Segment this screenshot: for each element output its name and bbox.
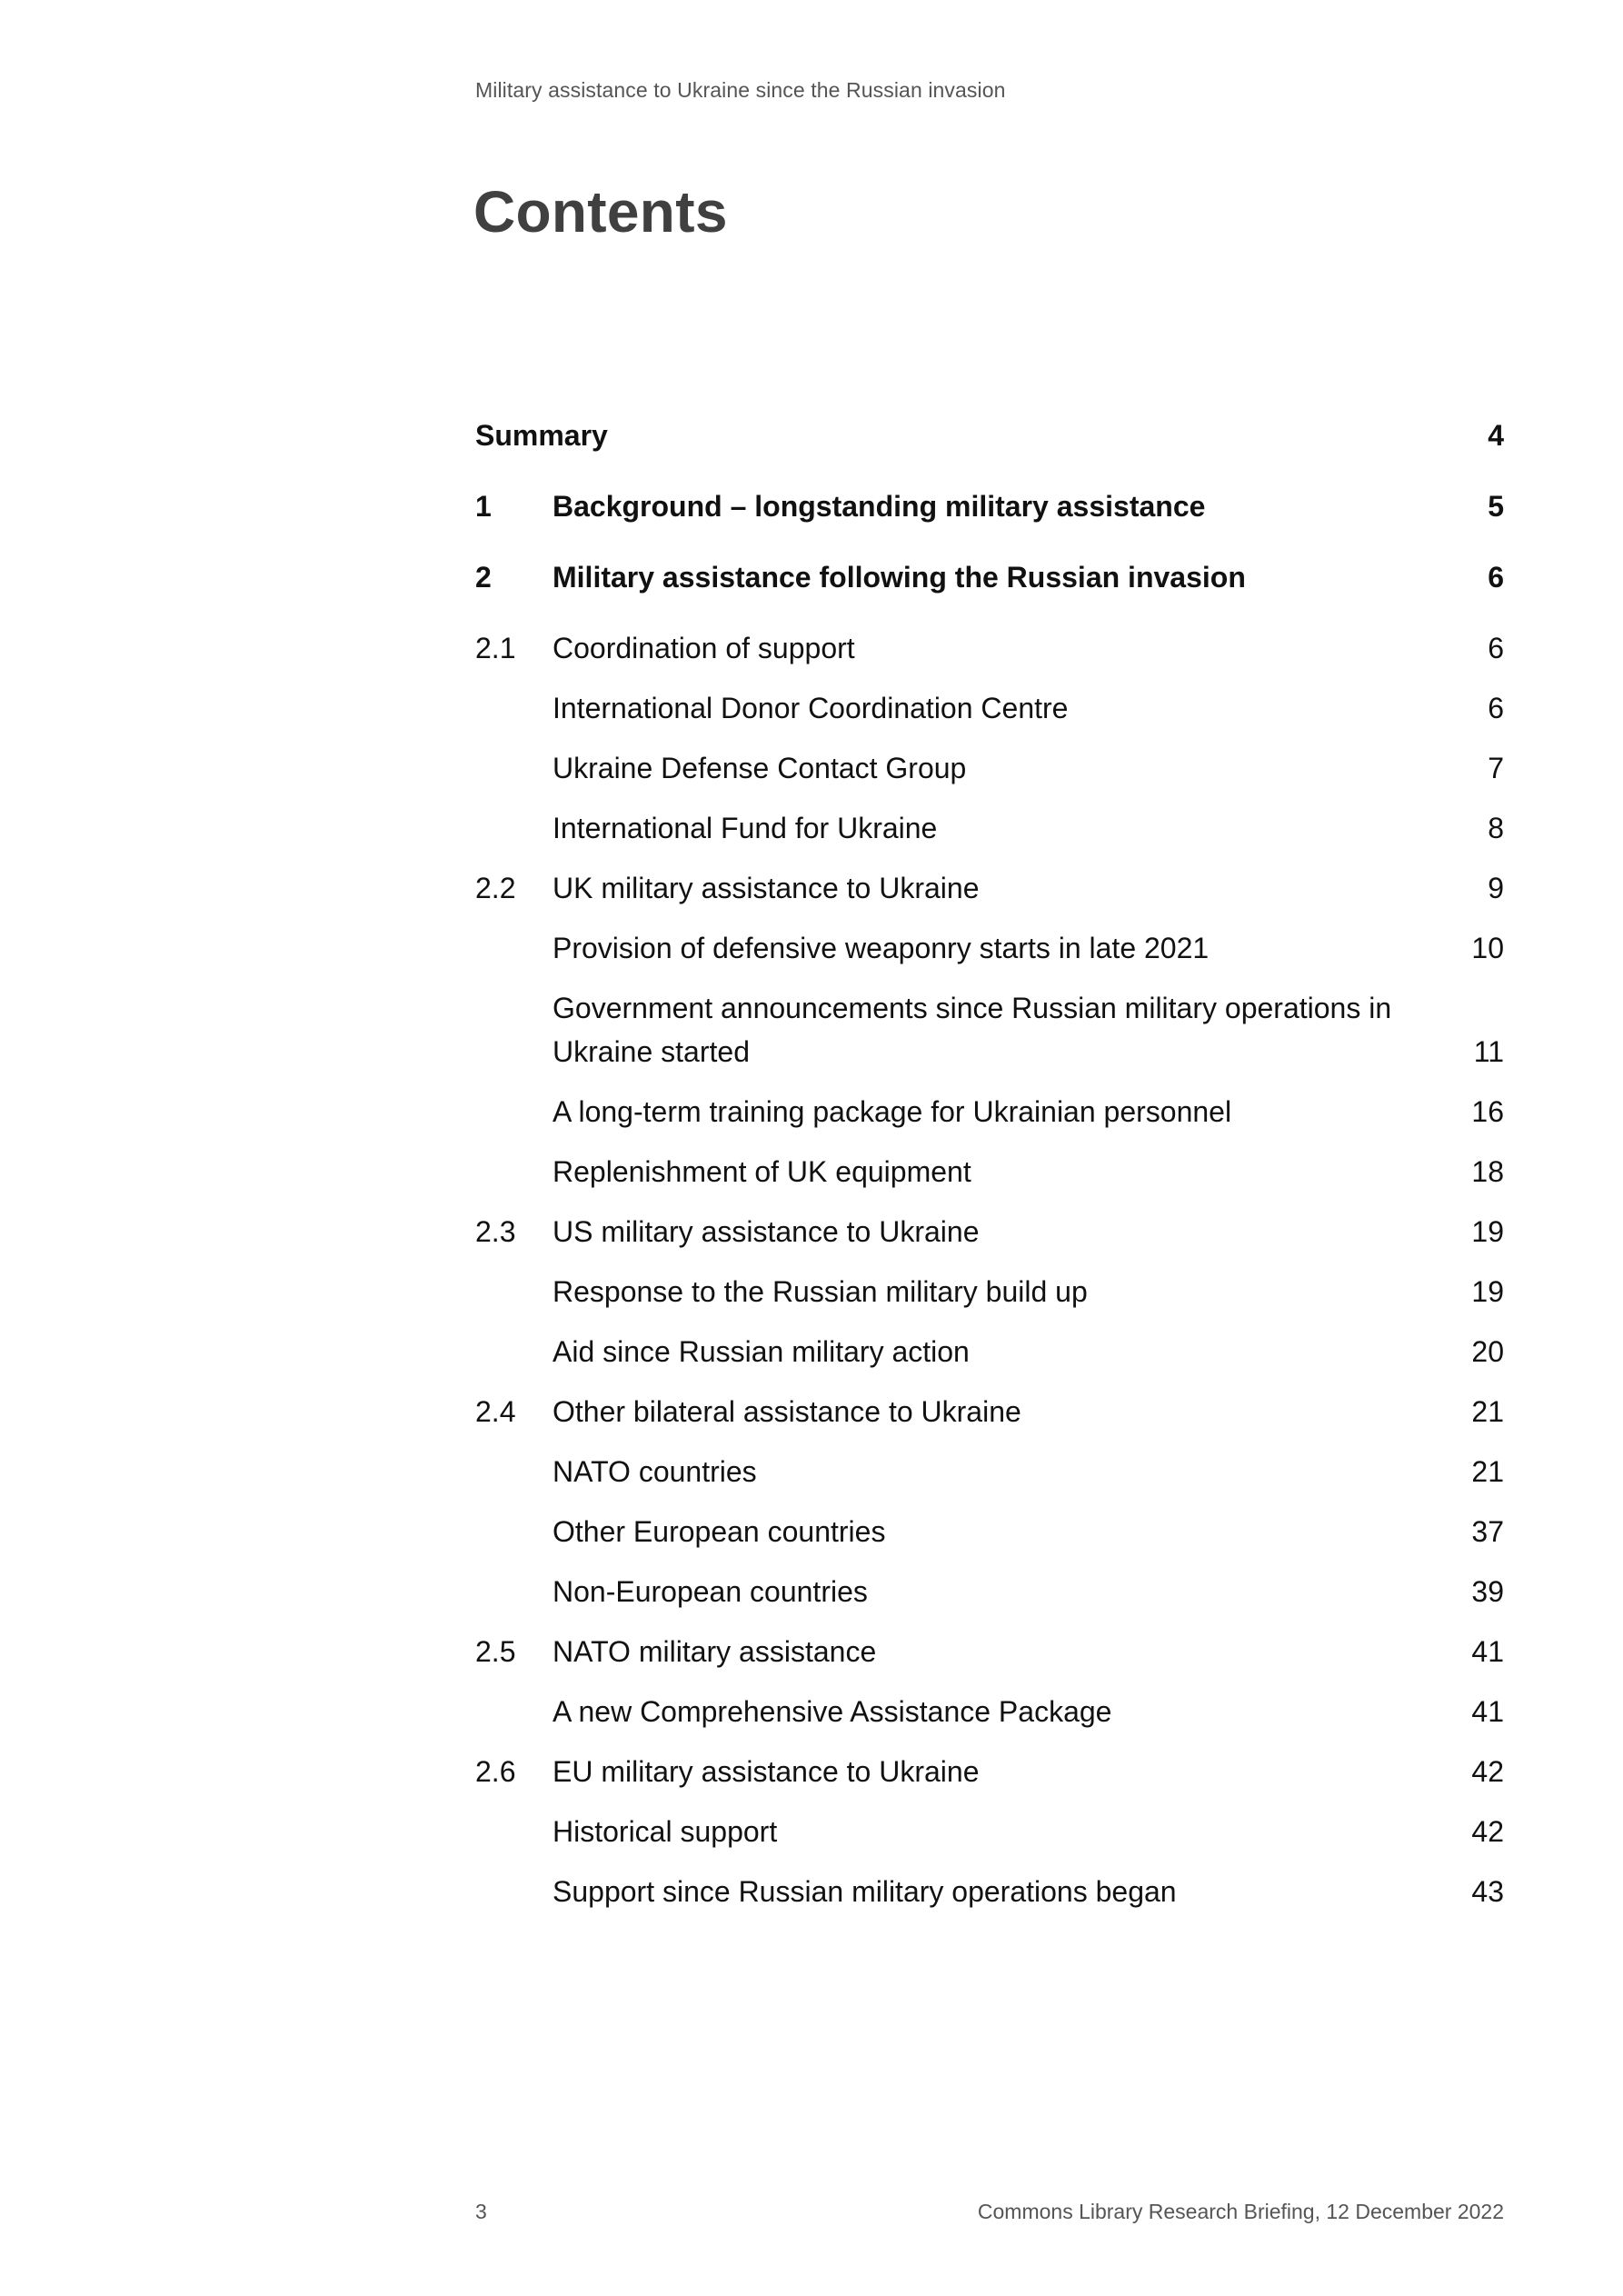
toc-entry-page-number: 6 bbox=[1488, 561, 1504, 594]
toc-entry-title: Coordination of support bbox=[553, 632, 855, 664]
toc-entry-page-number: 20 bbox=[1471, 1335, 1504, 1368]
toc-entry-page-number: 42 bbox=[1471, 1815, 1504, 1848]
toc-entry[interactable] bbox=[475, 484, 1504, 528]
toc-entry-page-number: 42 bbox=[1471, 1755, 1504, 1788]
toc-entry-title: US military assistance to Ukraine bbox=[553, 1215, 980, 1248]
toc-entry-title: Government announcements since Russian military operations in Ukraine started bbox=[553, 992, 1392, 1068]
toc-entry-page-number: 21 bbox=[1471, 1395, 1504, 1428]
toc-entry-page-number: 6 bbox=[1488, 692, 1504, 724]
toc-entry-page-number: 9 bbox=[1488, 872, 1504, 904]
table-of-contents bbox=[475, 414, 1504, 1930]
toc-entry-page-number: 21 bbox=[1471, 1455, 1504, 1488]
toc-entry[interactable] bbox=[475, 1690, 1504, 1733]
toc-entry-page-number: 8 bbox=[1488, 812, 1504, 844]
toc-entry-number: 2.4 bbox=[475, 1395, 516, 1428]
toc-entry-title: Ukraine Defense Contact Group bbox=[553, 752, 967, 784]
toc-entry-title: Replenishment of UK equipment bbox=[553, 1155, 971, 1188]
toc-entry-title: Summary bbox=[475, 419, 608, 452]
toc-entry-page-number: 41 bbox=[1471, 1695, 1504, 1728]
toc-entry-number: 2.5 bbox=[475, 1635, 516, 1668]
toc-entry[interactable] bbox=[475, 626, 1504, 670]
toc-entry[interactable] bbox=[475, 1330, 1504, 1373]
toc-entry-title: International Fund for Ukraine bbox=[553, 812, 938, 844]
toc-entry[interactable] bbox=[475, 926, 1504, 970]
toc-entry-page-number: 41 bbox=[1471, 1635, 1504, 1668]
toc-entry-title: Aid since Russian military action bbox=[553, 1335, 970, 1368]
toc-entry[interactable] bbox=[475, 414, 1504, 457]
toc-entry-page-number: 11 bbox=[1473, 1035, 1504, 1068]
toc-entry-number: 2.6 bbox=[475, 1755, 516, 1788]
toc-entry[interactable] bbox=[475, 1270, 1504, 1313]
toc-entry-title: Background – longstanding military assistance bbox=[553, 490, 1206, 523]
toc-entry-title: Other bilateral assistance to Ukraine bbox=[553, 1395, 1021, 1428]
toc-entry-page-number: 43 bbox=[1471, 1875, 1504, 1908]
toc-entry-title: A long-term training package for Ukrainian personnel bbox=[553, 1095, 1232, 1128]
toc-entry-page-number: 39 bbox=[1471, 1575, 1504, 1608]
toc-entry[interactable] bbox=[475, 1150, 1504, 1193]
toc-entry[interactable] bbox=[475, 746, 1504, 790]
toc-entry-title: Other European countries bbox=[553, 1515, 886, 1548]
toc-entry-page-number: 4 bbox=[1488, 419, 1504, 452]
page-title: Contents bbox=[473, 179, 728, 245]
toc-entry[interactable] bbox=[475, 555, 1504, 599]
toc-entry[interactable] bbox=[475, 1090, 1504, 1133]
toc-entry-page-number: 16 bbox=[1471, 1095, 1504, 1128]
toc-entry-page-number: 5 bbox=[1488, 490, 1504, 523]
toc-entry[interactable] bbox=[475, 1750, 1504, 1793]
toc-entry-title: Response to the Russian military build up bbox=[553, 1275, 1088, 1308]
toc-entry-page-number: 18 bbox=[1471, 1155, 1504, 1188]
toc-entry[interactable] bbox=[475, 866, 1504, 910]
toc-entry-page-number: 7 bbox=[1488, 752, 1504, 784]
footer-page-number: 3 bbox=[475, 2200, 487, 2223]
toc-entry-title: EU military assistance to Ukraine bbox=[553, 1755, 980, 1788]
running-header: Military assistance to Ukraine since the Russian invasion bbox=[475, 78, 1006, 102]
toc-entry[interactable] bbox=[475, 1450, 1504, 1493]
toc-entry-page-number: 10 bbox=[1471, 932, 1504, 964]
toc-entry-title: NATO military assistance bbox=[553, 1635, 877, 1668]
toc-entry-number: 2 bbox=[475, 561, 492, 594]
toc-entry-title: UK military assistance to Ukraine bbox=[553, 872, 980, 904]
toc-entry-title: Non-European countries bbox=[553, 1575, 868, 1608]
toc-entry-number: 2.2 bbox=[475, 872, 516, 904]
toc-entry-number: 2.1 bbox=[475, 632, 516, 664]
toc-entry[interactable] bbox=[475, 1390, 1504, 1433]
toc-entry-page-number: 37 bbox=[1471, 1515, 1504, 1548]
toc-entry[interactable] bbox=[475, 1870, 1504, 1913]
toc-entry[interactable] bbox=[475, 1210, 1504, 1253]
toc-entry[interactable] bbox=[475, 1570, 1504, 1613]
toc-entry-page-number: 19 bbox=[1471, 1275, 1504, 1308]
toc-entry-title: Support since Russian military operations began bbox=[553, 1875, 1177, 1908]
toc-entry[interactable] bbox=[475, 1630, 1504, 1673]
toc-entry-title: Provision of defensive weaponry starts in late 2021 bbox=[553, 932, 1210, 964]
toc-entry-title: Historical support bbox=[553, 1815, 778, 1848]
toc-entry[interactable] bbox=[475, 686, 1504, 730]
toc-entry-title: NATO countries bbox=[553, 1455, 757, 1488]
toc-entry[interactable] bbox=[475, 1810, 1504, 1853]
toc-entry-page-number: 19 bbox=[1471, 1215, 1504, 1248]
toc-entry[interactable] bbox=[475, 806, 1504, 850]
toc-entry-title: International Donor Coordination Centre bbox=[553, 692, 1069, 724]
toc-entry-page-number: 6 bbox=[1488, 632, 1504, 664]
toc-entry[interactable] bbox=[475, 986, 1504, 1073]
toc-entry-number: 2.3 bbox=[475, 1215, 516, 1248]
toc-entry-title: A new Comprehensive Assistance Package bbox=[553, 1695, 1112, 1728]
toc-entry-title: Military assistance following the Russian invasion bbox=[553, 561, 1246, 594]
footer-source: Commons Library Research Briefing, 12 December 2022 bbox=[977, 2200, 1504, 2223]
toc-entry-number: 1 bbox=[475, 490, 492, 523]
toc-entry[interactable] bbox=[475, 1510, 1504, 1553]
